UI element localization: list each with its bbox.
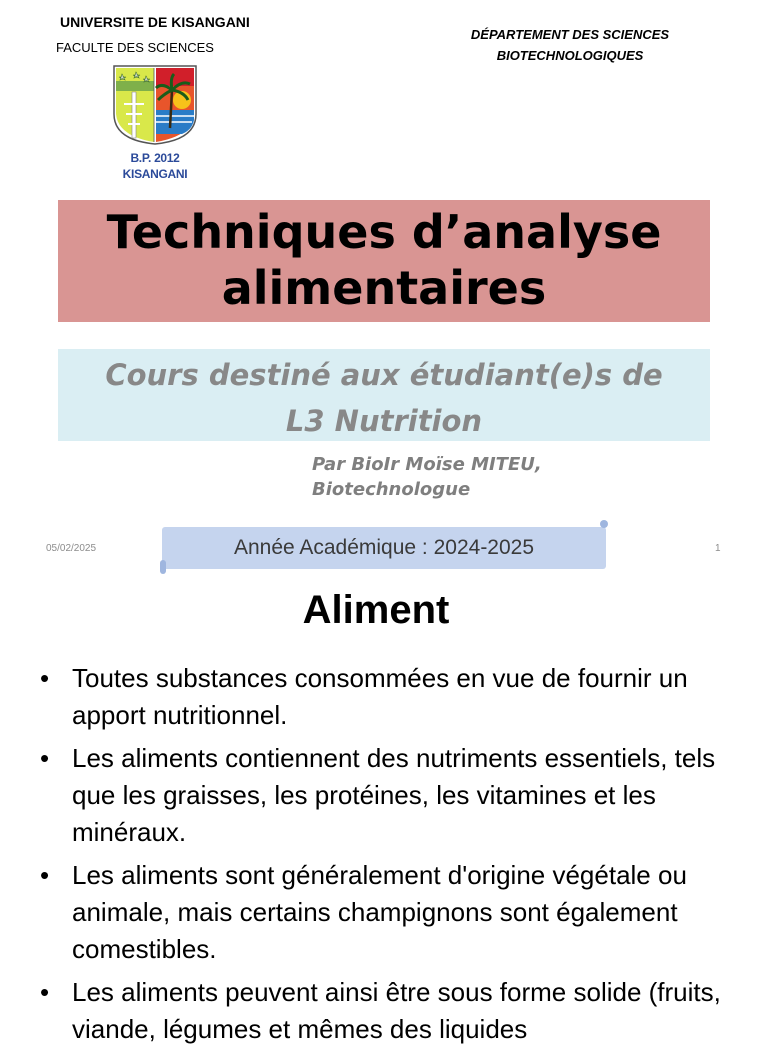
bullet-text: Les aliments peuvent ainsi être sous forme solide (fruits, viande, légumes et mêmes des liquides: [72, 977, 721, 1044]
bullet-text: Les aliments sont généralement d'origine végétale ou animale, mais certains champignons sont également comestibles.: [72, 860, 687, 964]
postal-box-line-1: B.P. 2012: [130, 151, 180, 165]
bullet-list: [40, 660, 730, 1054]
course-title-line-1: Techniques d’analyse: [106, 205, 662, 259]
scroll-curl-decoration-bottom: [160, 560, 166, 574]
department-name: [450, 24, 690, 66]
bullet-icon: •: [40, 743, 50, 773]
university-name: UNIVERSITE DE KISANGANI: [60, 14, 250, 30]
course-title-line-2: alimentaires: [221, 261, 547, 315]
author-line-1: Par BioIr Moïse MITEU,: [312, 454, 542, 475]
faculty-name: FACULTE DES SCIENCES: [56, 40, 214, 55]
department-line-1: DÉPARTEMENT DES SCIENCES: [470, 27, 670, 42]
academic-year-text: Année Académique : 2024-2025: [233, 536, 535, 559]
author: [312, 452, 542, 502]
author-line-2: Biotechnologue: [312, 479, 471, 500]
list-item: [40, 740, 730, 851]
list-item: [40, 660, 730, 734]
slide-date: 05/02/2025: [46, 543, 97, 554]
bullet-text: Toutes substances consommées en vue de fournir un apport nutritionnel.: [72, 663, 688, 730]
postal-box: [100, 150, 210, 182]
bullet-icon: •: [40, 977, 50, 1007]
postal-box-line-2: KISANGANI: [122, 167, 188, 181]
department-line-2: BIOTECHNOLOGIQUES: [496, 48, 644, 63]
slide2-heading: Aliment: [302, 588, 450, 632]
scroll-curl-decoration: [600, 520, 608, 528]
course-subtitle: [58, 352, 710, 444]
bullet-icon: •: [40, 860, 50, 890]
course-title: [58, 204, 710, 316]
course-subtitle-line-2: L3 Nutrition: [285, 404, 483, 438]
list-item: [40, 974, 730, 1048]
university-crest-icon: [112, 64, 198, 146]
bullet-icon: •: [40, 663, 50, 693]
course-subtitle-line-1: Cours destiné aux étudiant(e)s de: [105, 358, 663, 392]
slide-number: 1: [715, 543, 721, 554]
bullet-text: Les aliments contiennent des nutriments essentiels, tels que les graisses, les protéines, les vitamines et les minéraux.: [72, 743, 716, 847]
list-item: [40, 857, 730, 968]
